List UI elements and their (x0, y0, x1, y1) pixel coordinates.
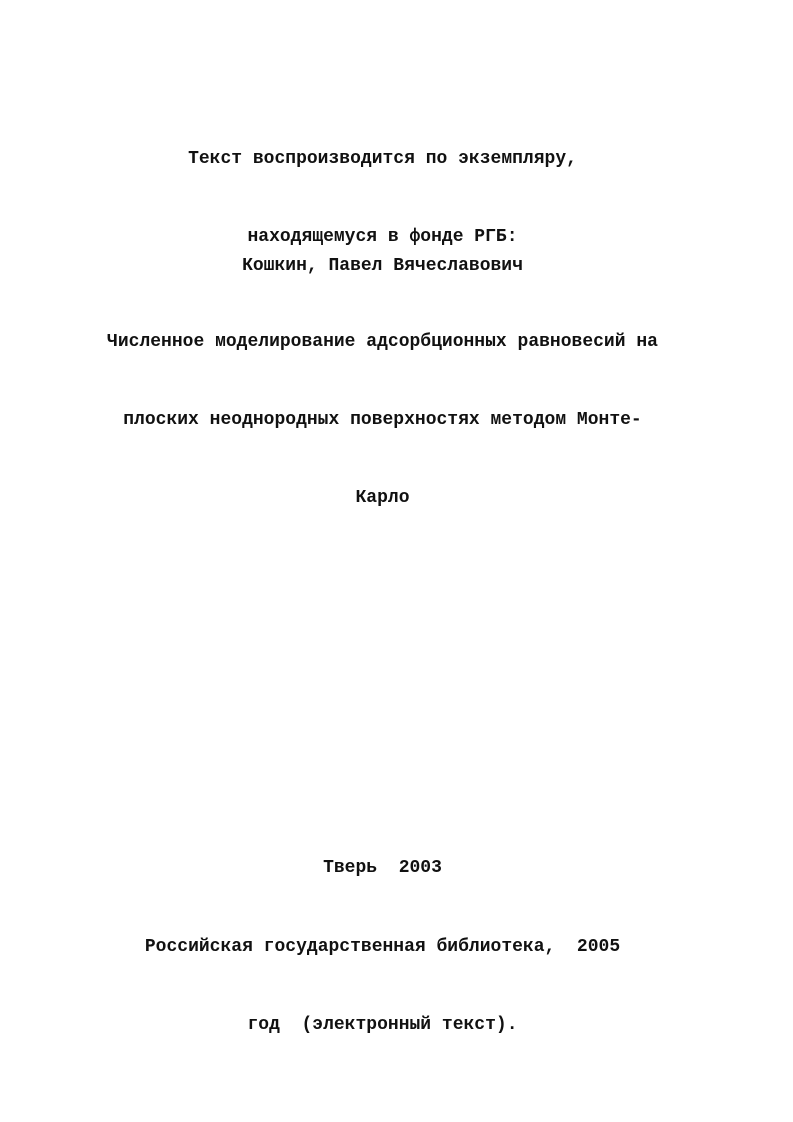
library-footer (0, 882, 779, 1064)
document-title-line-2: плоских неоднородных поверхностях методом Монте- (123, 410, 642, 430)
library-footer-line-1: Российская государственная библиотека, 2005 (144, 937, 621, 957)
author-name-text: Кошкин, Павел Вячеславович (242, 256, 523, 276)
place-and-year-text: Тверь 2003 (323, 858, 442, 878)
document-title-line-3: Карло (355, 488, 410, 508)
source-notice-line-1: Текст воспроизводится по экземпляру, (188, 149, 577, 169)
document-title (0, 277, 779, 537)
library-footer-line-2: год (электронный текст). (247, 1015, 518, 1035)
document-title-line-1: Численное моделирование адсорбционных равновесий на (107, 332, 658, 352)
source-notice-line-2: находящемуся в фонде РГБ: (247, 227, 518, 247)
